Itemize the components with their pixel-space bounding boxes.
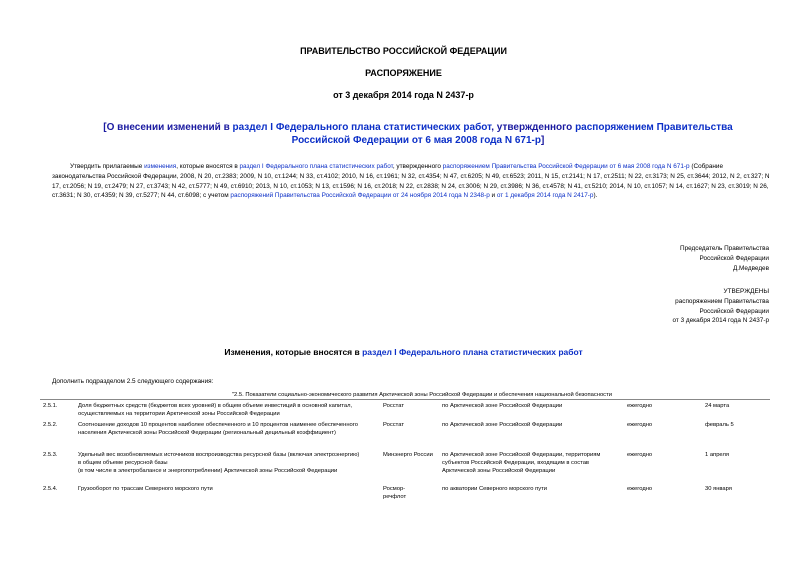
title-text-3: ] (541, 135, 545, 146)
table-row (43, 421, 770, 451)
row-deadline: 30 января (705, 486, 732, 492)
para-text-3: , утвержденного (392, 163, 443, 170)
row-scope: по Арктической зоне Российской Федерации (442, 422, 563, 428)
row-periodicity: ежегодно (627, 486, 653, 492)
signature-line-1: Председатель Правительства (680, 245, 769, 252)
signature-line-2: Российской Федерации (699, 254, 769, 262)
table-row (43, 402, 770, 421)
approval-line-2: распоряжением Правительства (675, 297, 769, 305)
government-heading: ПРАВИТЕЛЬСТВО РОССИЙСКОЙ ФЕДЕРАЦИИ (300, 46, 507, 56)
row-number: 2.5.2. (43, 422, 58, 428)
row-deadline: 1 апреля (705, 452, 729, 458)
table-row (43, 485, 770, 505)
main-paragraph (52, 162, 772, 201)
row-agency: Росмор-речфлот (383, 486, 407, 500)
link-order-2417[interactable]: от 1 декабря 2014 года N 2417-р (496, 192, 594, 200)
para-text-5: и (489, 192, 497, 200)
title-link-section[interactable]: раздел I Федерального плана статистических работ (232, 122, 492, 133)
link-order-2348[interactable]: распоряжений Правительства Российской Федерации от 24 ноября 2014 года N 2348-р (230, 192, 490, 200)
row-scope: по Арктической зоне Российской Федерации, территориям субъектов Российской Федерации, входящим в состав Арктической зоны Российской Федерации (442, 452, 601, 474)
row-periodicity: ежегодно (627, 403, 653, 409)
title-text-1: [О внесении изменений в (103, 122, 233, 133)
document-date-number: от 3 декабря 2014 года N 2437-р (333, 90, 474, 100)
table-caption: "2.5. Показатели социально-экономического развития Арктической зоны Российской Федерации и обеспечения национальной безопасности (232, 392, 612, 398)
intro-text: Дополнить подразделом 2.5 следующего содержания: (52, 378, 214, 385)
approval-block (672, 287, 769, 326)
table-row (43, 451, 770, 485)
link-section[interactable]: раздел I Федерального плана статистических работ (239, 163, 393, 170)
section-heading-link[interactable]: раздел I Федерального плана статистических работ (362, 347, 583, 357)
row-number: 2.5.3. (43, 452, 58, 458)
para-text-1: Утвердить прилагаемые (70, 163, 145, 170)
row-number: 2.5.4. (43, 486, 58, 492)
row-scope: по Арктической зоне Российской Федерации (442, 403, 563, 409)
row-indicator: Грузооборот по трассам Северного морского пути (78, 486, 213, 492)
row-agency: Минэнерго России (383, 452, 433, 458)
row-number: 2.5.1. (43, 403, 58, 409)
row-indicator: Доля бюджетных средств (бюджетов всех уровней) в общем объеме инвестиций в основной капитал, осуществляемых на территории Арктической зоны Российской Федерации (78, 403, 353, 417)
approval-line-4: от 3 декабря 2014 года N 2437-р (672, 317, 769, 325)
approval-line-3: Российской Федерации (699, 307, 769, 315)
document-title (98, 121, 738, 147)
table-top-rule (40, 399, 770, 400)
section-heading (0, 347, 807, 357)
signature-block (680, 244, 769, 273)
row-agency: Росстат (383, 422, 404, 428)
row-periodicity: ежегодно (627, 422, 653, 428)
document-type: РАСПОРЯЖЕНИЕ (365, 68, 442, 78)
title-link-order[interactable]: распоряжением Правительства Российской Федерации от 6 мая 2008 года N 671-р (291, 122, 733, 146)
para-text-2: , которые вносятся в (176, 163, 240, 170)
para-text-6: ). (593, 192, 598, 200)
row-agency: Росстат (383, 403, 404, 409)
row-deadline: 24 марта (705, 403, 730, 409)
link-order-671[interactable]: распоряжением Правительства Российской Федерации от 6 мая 2008 года N 671-р (442, 163, 690, 170)
row-indicator: Удельный вес возобновляемых источников воспроизводства ресурсной базы (включая электроэнергию) в общем объеме ресурсной базы (в том числе в электробалансе и энергопотреблении) Арктической зоны Российской Федерации (78, 452, 360, 474)
para-text-4: (Собрание законодательства Российской Федерации, 2008, N 20, ст.2383; 2009, N 10, ст.1244; N 33, ст.4102; 2010, N 16, ст.1961; N 32, ст.4354; N 47, ст.6205; N 49, ст.6523; 2011, N 15, ст.2141; N 17, ст.2511; N 22, ст.3173; N 25, ст.3644; 2012, N 2, ст.327; N 17, ст.2056; N 19, ст.2479; N 27, ст.3743; N 42, ст.5777; N 49, ст.6910; 2013, N 10, ст.1053; N 13, ст.1596; N 16, ст.2018; N 22, ст.2838; N 24, ст.3006; N 29, ст.3986; N 36, ст.4578; N 41, ст.5210; 2014, N 10, ст.1057; N 14, ст.1627; N 23, ст.3019; N 26, ст.3631; N 30, ст.4359; N 39, ст.5277; N 44, ст.6098; с учетом (52, 163, 770, 200)
indicators-table (43, 402, 770, 505)
signature-line-3: Д.Медведев (732, 264, 769, 272)
row-periodicity: ежегодно (627, 452, 653, 458)
section-heading-text: Изменения, которые вносятся в (224, 347, 363, 357)
link-changes[interactable]: изменения (144, 163, 177, 170)
approval-line-1: УТВЕРЖДЕНЫ (723, 288, 769, 295)
title-text-2: , утвержденного (491, 122, 576, 133)
row-indicator: Соотношение доходов 10 процентов наиболее обеспеченного и 10 процентов наименее обеспеченного населения Арктической зоны Российской Федерации (региональный децильный коэффициент) (78, 422, 358, 436)
row-deadline: февраль 5 (705, 422, 734, 428)
row-scope: по акватории Северного морского пути (442, 486, 547, 492)
